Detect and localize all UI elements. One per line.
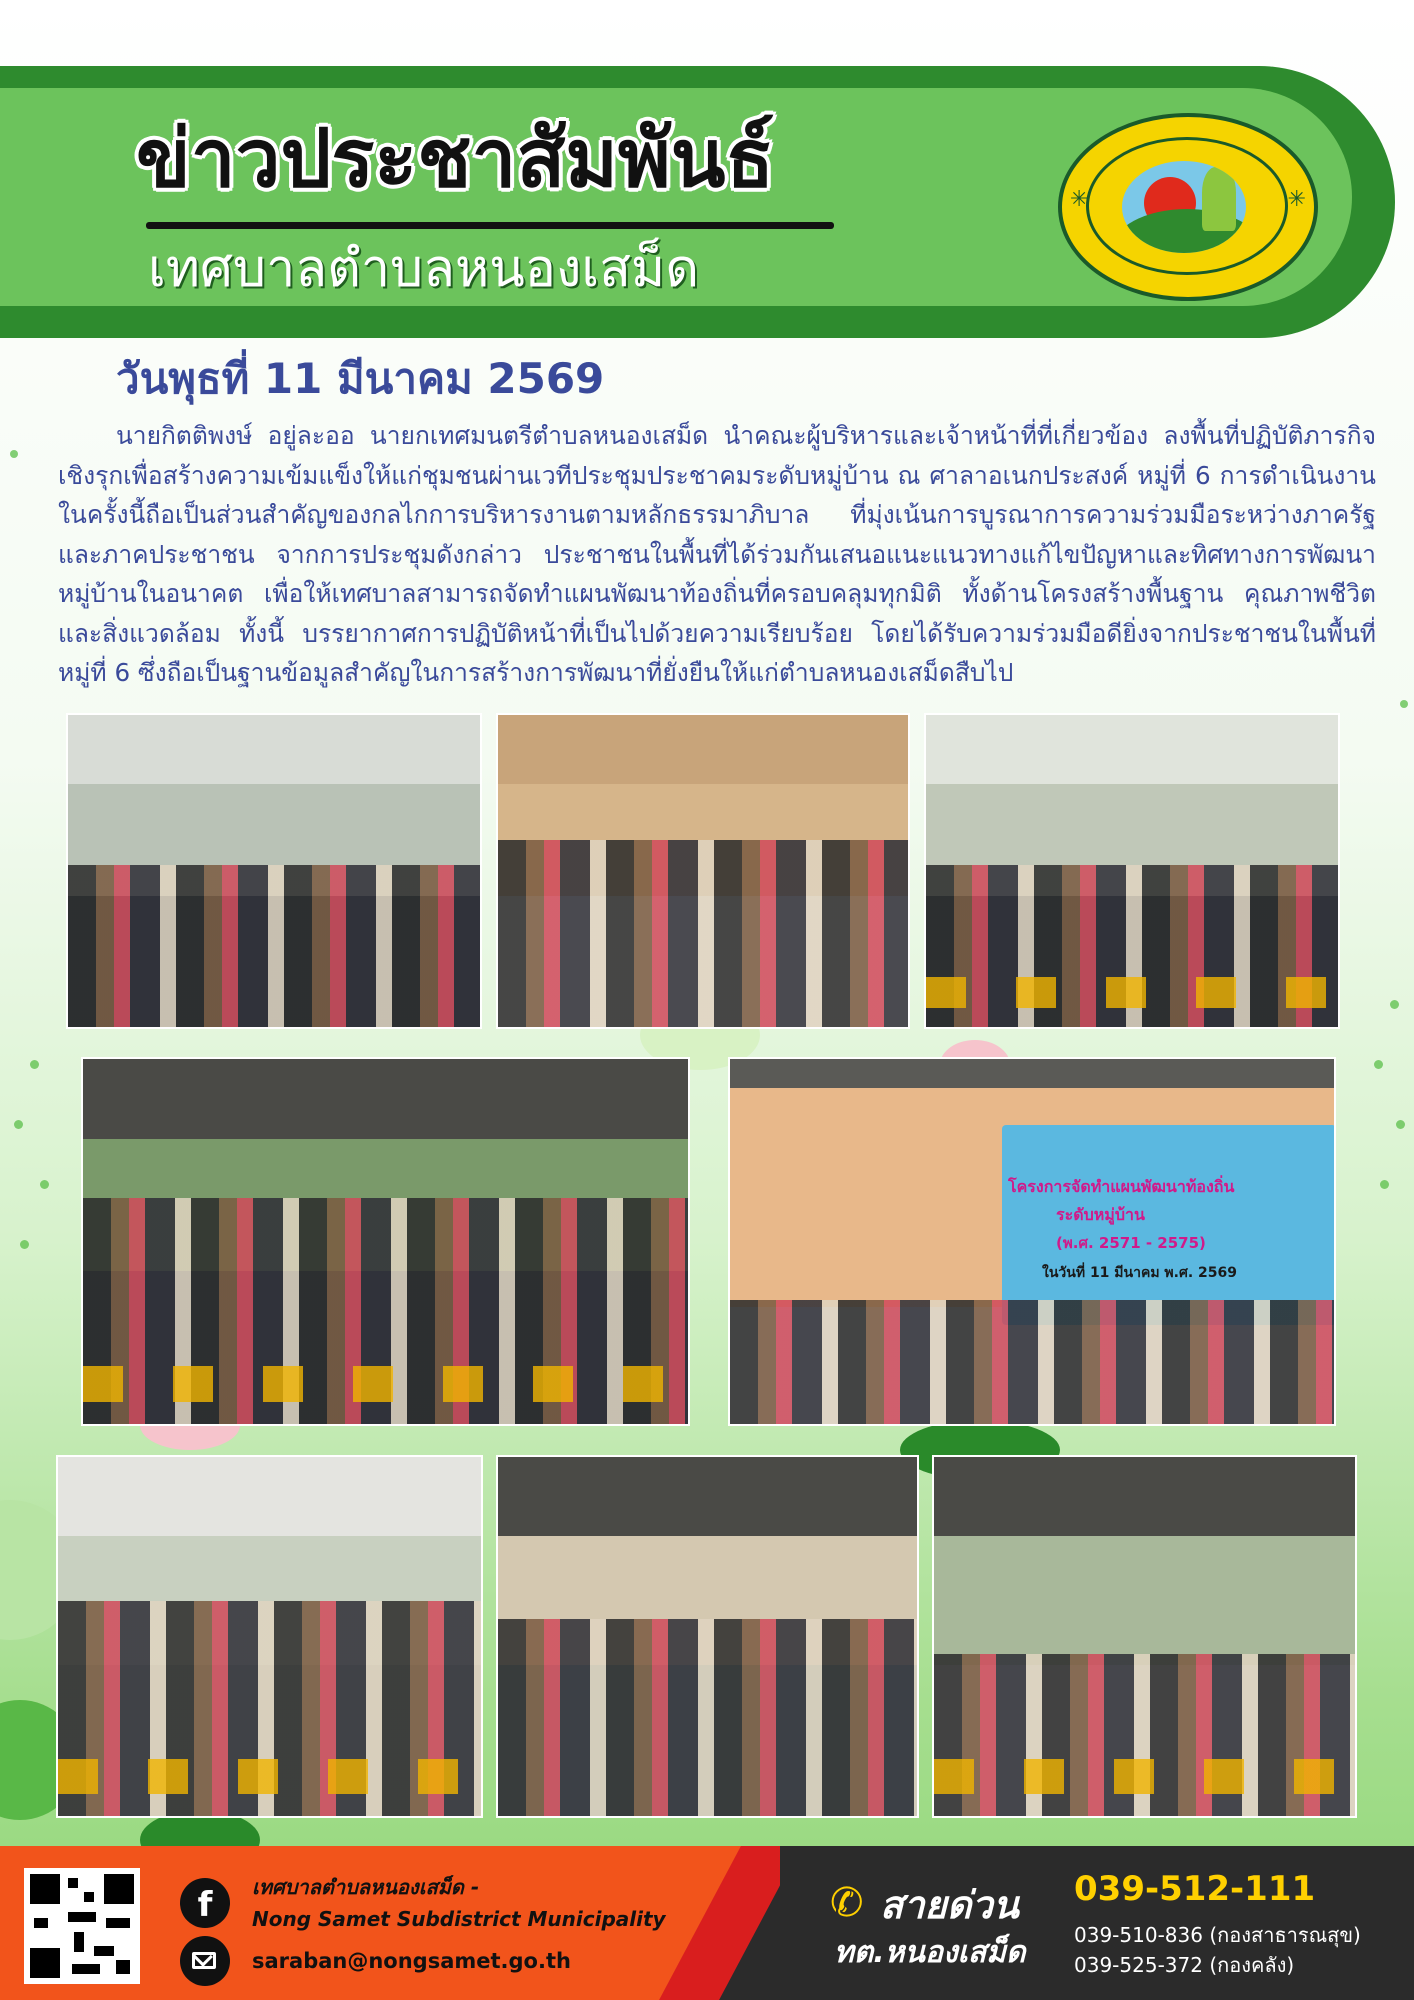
photo-meeting-6 [496,1455,919,1818]
hotline-main-number[interactable]: 039-512-111 [1074,1869,1316,1909]
seal-star-icon: ✳ [1287,187,1306,212]
facebook-name-th: เทศบาลตำบลหนองเสม็ด - [252,1875,480,1899]
phone-finance-division[interactable]: 039-525-372 (กองคลัง) [1074,1953,1295,1977]
photo-meeting-2 [496,713,910,1029]
decor-dot [40,1180,49,1189]
title-underline [146,222,834,229]
page-subtitle: เทศบาลตำบลหนองเสม็ด [148,239,699,299]
phone-health-division[interactable]: 039-510-836 (กองสาธารณสุข) [1074,1923,1361,1947]
facebook-icon[interactable]: f [180,1878,230,1928]
photo-banner-line1: โครงการจัดทำแผนพัฒนาท้องถิ่น [1008,1177,1235,1196]
email-icon[interactable] [180,1936,230,1986]
decor-dot [1380,1180,1389,1189]
qr-code-icon[interactable] [24,1868,140,1984]
photo-meeting-7 [932,1455,1357,1818]
seal-star-icon: ✳ [1070,187,1089,212]
hotline-label: สายด่วน [880,1883,1019,1927]
photo-banner-line4: ในวันที่ 11 มีนาคม พ.ศ. 2569 [1042,1265,1238,1281]
seal-tree-icon [1202,167,1236,231]
phone-icon: ✆ [830,1880,864,1926]
decor-dot [1374,1060,1383,1069]
seal-emblem [1122,161,1246,253]
photo-meeting-5 [56,1455,483,1818]
photo-banner [1002,1125,1336,1325]
decor-dot [20,1240,29,1249]
article-body: นายกิตติพงษ์ อยู่ละออ นายกเทศมนตรีตำบลหนองเสม็ด นำคณะผู้บริหารและเจ้าหน้าที่ที่เกี่ยวข้อง ลงพื้นที่ปฏิบัติภารกิจเชิงรุกเพื่อสร้างความเข้มแข็งให้แก่ชุมชนผ่านเวทีประชุมประชาคมระดับหมู่บ้าน ณ ศาลาอเนกประสงค์ หมู่ที่ 6 การดำเนินงานในครั้งนี้ถือเป็นส่วนสำคัญของกลไกการบริหารงานตามหลักธรรมาภิบาล ที่มุ่งเน้นการบูรณาการความร่วมมือระหว่างภาครัฐและภาคประชาชน จากการประชุมดังกล่าว ประชาชนในพื้นที่ได้ร่วมกันเสนอแนะแนวทางแก้ไขปัญหาและทิศทางการพัฒนาหมู่บ้านในอนาคต เพื่อให้เทศบาลสามารถจัดทำแผนพัฒนาท้องถิ่นที่ครอบคลุมทุกมิติ ทั้งด้านโครงสร้างพื้นฐาน คุณภาพชีวิต และสิ่งแวดล้อม ทั้งนี้ บรรยากาศการปฏิบัติหน้าที่เป็นไปด้วยความเรียบร้อย โดยได้รับความร่วมมือดียิ่งจากประชาชนในพื้นที่หมู่ที่ 6 ซึ่งถือเป็นฐานข้อมูลสำคัญในการสร้างการพัฒนาที่ยั่งยืนให้แก่ตำบลหนองเสม็ดสืบไป [58,421,1376,687]
photo-meeting-3 [924,713,1340,1029]
photo-banner-line3: (พ.ศ. 2571 - 2575) [1056,1234,1206,1252]
municipality-seal-logo [1058,113,1318,301]
email-address[interactable]: saraban@nongsamet.go.th [252,1949,571,1973]
photo-meeting-4 [81,1057,690,1426]
page-title: ข่าวประชาสัมพันธ์ [136,112,775,205]
photo-meeting-1 [66,713,482,1029]
decor-dot [1390,1000,1399,1009]
decor-dot [1396,1120,1405,1129]
photo-meeting-stage [728,1057,1336,1426]
article-date: วันพุธที่ 11 มีนาคม 2569 [116,354,605,403]
decor-dot [1400,700,1408,708]
facebook-page-name[interactable] [252,1871,692,1935]
decor-dot [30,1060,39,1069]
hotline-org: ทต.หนองเสม็ด [834,1935,1026,1970]
photo-banner-line2: ระดับหมู่บ้าน [1056,1205,1145,1224]
decor-dot [14,1120,23,1129]
decor-dot [10,450,18,458]
facebook-name-en: Nong Samet Subdistrict Municipality [252,1907,666,1931]
